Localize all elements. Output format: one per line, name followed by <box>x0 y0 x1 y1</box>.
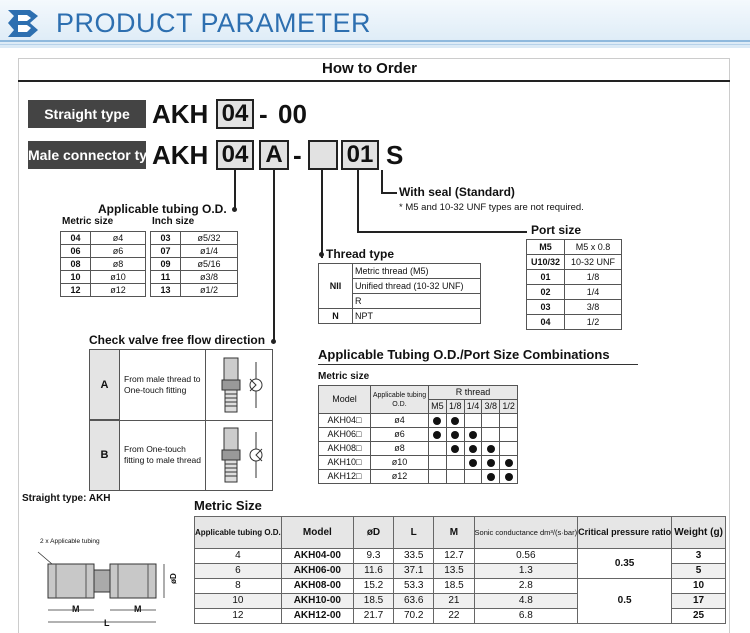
available-mark-icon <box>469 459 477 467</box>
table-row: 8 AKH08-00 15.2 53.3 18.5 2.8 0.5 10 <box>195 579 726 594</box>
banner-rule <box>0 40 750 42</box>
thread-type-table <box>318 263 481 324</box>
fitting-diagram-b-icon <box>208 424 270 486</box>
table-row: 10 ø10 <box>61 271 146 284</box>
table-row: 02 1/4 <box>527 285 622 300</box>
banner-rule-thin <box>0 44 750 45</box>
table-header-row: Applicable tubing O.D. Model øD L M Sonic conductance dm³/(s·bar) Critical pressure ratio Weight (g) <box>195 517 726 549</box>
male-connector-label: Male connector type <box>28 141 146 169</box>
table-row: 04 1/2 <box>527 315 622 330</box>
straight-type-label: Straight type <box>28 100 146 128</box>
leader-seal-v <box>381 170 383 194</box>
available-mark-icon <box>469 445 477 453</box>
available-mark-icon <box>505 459 513 467</box>
table-row: 13 ø1/2 <box>151 284 238 297</box>
port-size-table <box>526 239 622 330</box>
available-mark-icon <box>433 417 441 425</box>
table-header-row: M5 1/8 1/4 3/8 1/2 <box>319 400 518 414</box>
check-desc-a: From male thread to One-touch fitting <box>124 374 201 395</box>
check-valve-title: Check valve free flow direction <box>89 333 266 347</box>
table-row: U10/32 10-32 UNF <box>527 255 622 270</box>
male-dash: - <box>293 140 302 170</box>
dim-m-right: M <box>134 604 142 614</box>
table-row: 08 ø8 <box>61 258 146 271</box>
check-desc-b: From One-touch fitting to male thread <box>124 444 202 465</box>
table-header-row: Model Applicable tubing O.D. R thread <box>319 386 518 400</box>
fitting-diagram-a-icon <box>208 354 270 416</box>
combinations-title: Applicable Tubing O.D./Port Size Combinations <box>318 347 610 362</box>
table-row: AKH10□ ø10 <box>319 456 518 470</box>
inch-size-label: Inch size <box>152 216 195 227</box>
table-row: 01 1/8 <box>527 270 622 285</box>
table-row: 6 AKH06-00 11.6 37.1 13.5 1.3 5 <box>195 564 726 579</box>
available-mark-icon <box>469 431 477 439</box>
table-row: AKH06□ ø6 <box>319 428 518 442</box>
metric-size-table <box>194 516 726 624</box>
available-mark-icon <box>505 473 513 481</box>
check-valve-table <box>89 349 273 491</box>
available-mark-icon <box>433 431 441 439</box>
male-port-box: 01 <box>341 140 379 170</box>
leader-dot-tubing <box>232 207 237 212</box>
check-code-a: A <box>90 350 120 420</box>
table-row: 03 3/8 <box>527 300 622 315</box>
leader-seal-h <box>381 192 397 194</box>
metric-size-title: Metric Size <box>194 498 262 513</box>
dim-l: L <box>104 618 110 628</box>
thread-type-title: Thread type <box>326 247 395 261</box>
table-row: NII Metric thread (M5) <box>319 264 481 279</box>
combinations-rule <box>318 364 638 365</box>
page-title: PRODUCT PARAMETER <box>56 8 372 38</box>
male-thread-box <box>308 140 338 170</box>
port-size-title: Port size <box>531 223 582 237</box>
leader-tubing <box>234 170 236 210</box>
table-row: 11 ø3/8 <box>151 271 238 284</box>
brand-logo-icon <box>4 6 52 40</box>
check-code-b: B <box>90 421 120 490</box>
table-row: N NPT <box>319 309 481 324</box>
ratio-cell-2: 0.5 <box>578 579 672 624</box>
drawing-title: Straight type: AKH <box>22 493 111 504</box>
table-row: 03 ø5/32 <box>151 232 238 245</box>
available-mark-icon <box>451 417 459 425</box>
table-row: 12 AKH12-00 21.7 70.2 22 6.8 25 <box>195 609 726 624</box>
leader-port-h <box>357 231 527 233</box>
metric-tubing-table <box>60 231 146 297</box>
straight-dash: - <box>259 99 268 129</box>
table-row: 04 ø4 <box>61 232 146 245</box>
table-row: R <box>319 294 481 309</box>
leader-dot-thread <box>319 252 324 257</box>
inch-tubing-table <box>150 231 238 297</box>
how-to-order-rule <box>18 80 730 82</box>
combinations-body <box>319 414 518 484</box>
table-row: 12 ø12 <box>61 284 146 297</box>
table-row: 10 AKH10-00 18.5 63.6 21 4.8 17 <box>195 594 726 609</box>
straight-size-box: 04 <box>216 99 254 129</box>
male-size-box: 04 <box>216 140 254 170</box>
table-row: 07 ø1/4 <box>151 245 238 258</box>
drawing-callout: 2 x Applicable tubing <box>40 538 100 545</box>
leader-dot-check <box>271 339 276 344</box>
ratio-cell-1: 0.35 <box>578 549 672 579</box>
available-mark-icon <box>487 459 495 467</box>
leader-check <box>273 170 275 342</box>
table-row: AKH08□ ø8 <box>319 442 518 456</box>
table-row: M5 M5 x 0.8 <box>527 240 622 255</box>
leader-port-v <box>357 170 359 232</box>
available-mark-icon <box>451 431 459 439</box>
straight-suffix: 00 <box>278 99 307 129</box>
tubing-od-title: Applicable tubing O.D. <box>98 202 227 216</box>
how-to-order-title: How to Order <box>322 60 418 77</box>
male-check-box: A <box>259 140 289 170</box>
available-mark-icon <box>451 445 459 453</box>
table-row: AKH04□ ø4 <box>319 414 518 428</box>
table-row: 4 AKH04-00 9.3 33.5 12.7 0.56 0.35 3 <box>195 549 726 564</box>
combinations-table <box>318 385 518 484</box>
dim-m-left: M <box>72 604 80 614</box>
table-row: 06 ø6 <box>61 245 146 258</box>
leader-thread <box>321 170 323 258</box>
available-mark-icon <box>487 445 495 453</box>
available-mark-icon <box>487 473 495 481</box>
combinations-subtitle: Metric size <box>318 371 370 382</box>
dim-d: øD <box>168 573 178 584</box>
male-seal: S <box>386 140 404 170</box>
table-row: AKH12□ ø12 <box>319 470 518 484</box>
with-seal-note: * M5 and 10-32 UNF types are not required. <box>399 202 584 213</box>
with-seal-title: With seal (Standard) <box>399 185 515 199</box>
table-row: 09 ø5/16 <box>151 258 238 271</box>
straight-prefix: AKH <box>152 99 209 129</box>
metric-size-label: Metric size <box>62 216 114 227</box>
male-prefix: AKH <box>152 140 209 170</box>
table-row: Unified thread (10-32 UNF) <box>319 279 481 294</box>
